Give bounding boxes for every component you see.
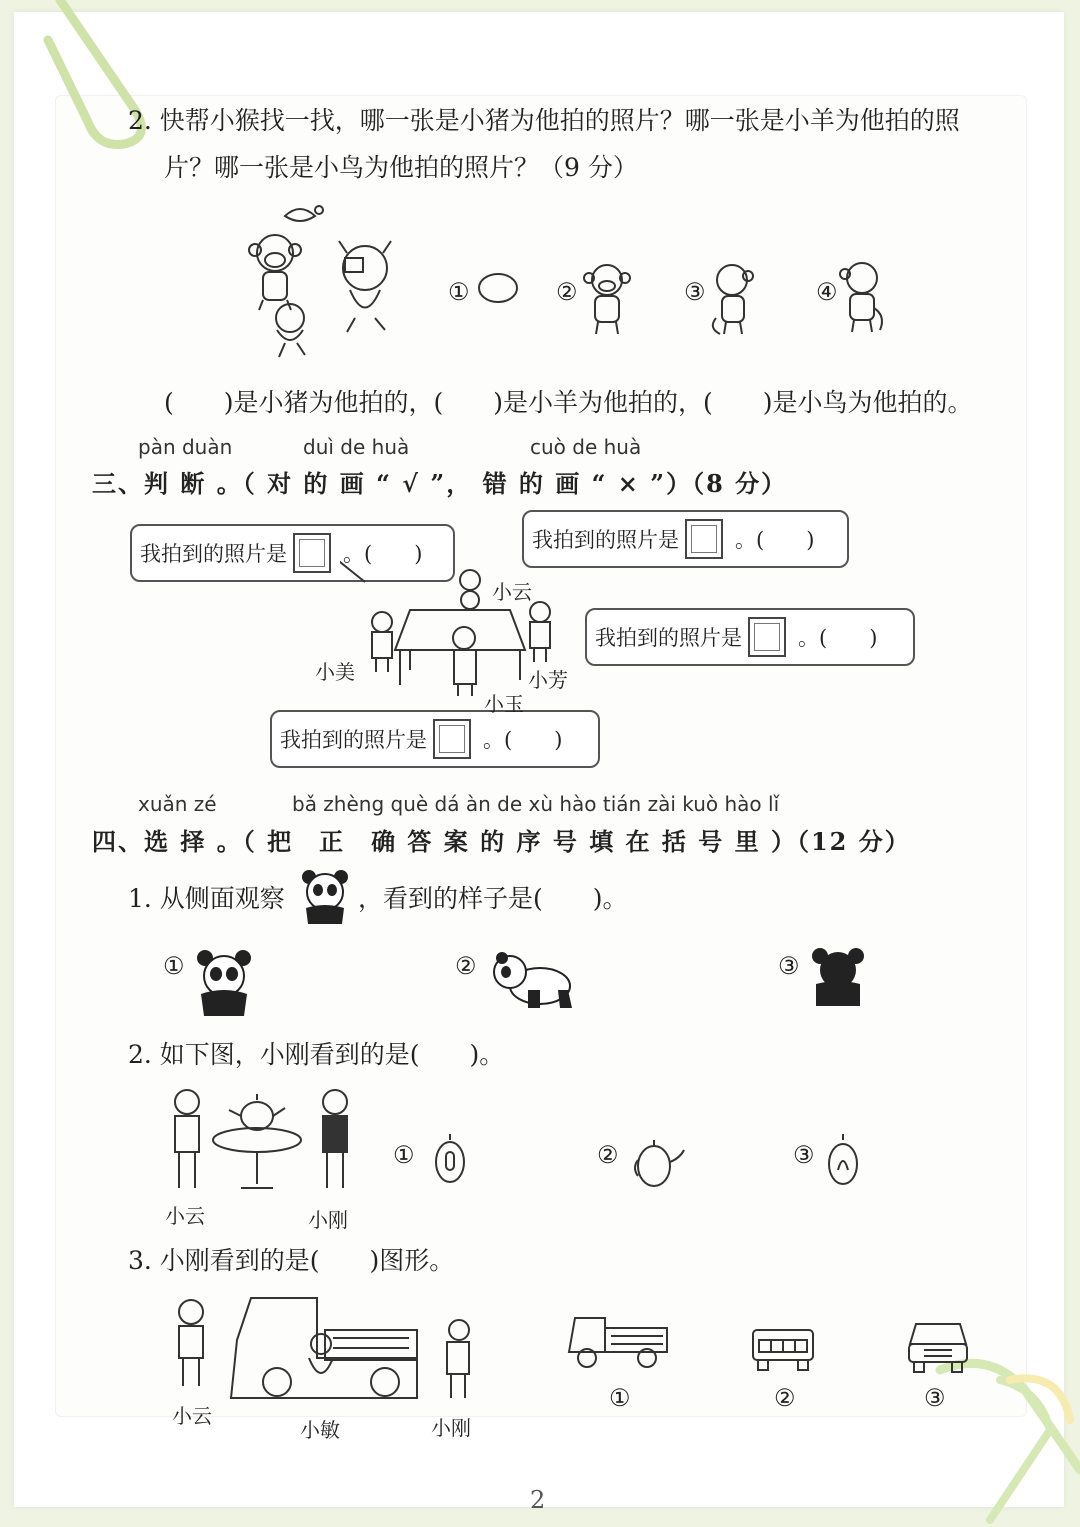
q2-name-label-xiaoyun: 小云 [165,1204,205,1228]
s4-q1-option-1-label: ① [163,952,185,980]
bubble-text: 我拍到的照片是 [595,626,742,650]
s4-q2-option-1-label: ① [393,1141,415,1169]
s3-heading: 三、判 断 。（ 对 的 画 “ √ ”， 错 的 画 “ × ”）（8 分） [92,469,788,498]
truck-back-view-icon [750,1322,816,1374]
s4-q3-text: 3. 小刚看到的是( )图形。 [128,1246,455,1275]
monkey-side-view-icon [706,260,760,338]
q2-option-3-label: ③ [684,278,706,306]
q3-name-label-xiaomin: 小敏 [300,1418,340,1442]
s4-q2-option-2-label: ② [597,1141,619,1169]
name-label-xiaomei: 小美 [315,660,355,684]
page-number: 2 [530,1486,546,1514]
q3-name-label-xiaogang: 小刚 [431,1416,471,1440]
teapot-on-table-scene [165,1088,365,1198]
panda-front-view-icon [195,948,253,1018]
panda-side-view-icon [488,950,576,1010]
speech-bubble-xiaoyu [270,710,600,768]
s4-heading: 四、选 择 。（ 把 正 确 答 案 的 序 号 填 在 括 号 里 ）（12 分） [92,827,911,856]
q2-option-4-label: ④ [816,278,838,306]
photo-frame-icon [748,617,786,657]
teapot-side-view-icon [632,1136,686,1192]
s4-q2-option-3-label: ③ [793,1141,815,1169]
teapot-front-view-icon [433,1132,467,1186]
s4-q3-option-3-label: ③ [924,1384,946,1412]
s4-q2-text: 2. 如下图，小刚看到的是( )。 [128,1040,505,1069]
photo-frame-icon [433,719,471,759]
bubble-answer-blank: 。( ) [483,728,563,752]
s3-pinyin-2: duì de huà [303,435,410,459]
truck-with-children-scene [165,1290,475,1410]
s4-pinyin-1: xuǎn zé [138,792,217,816]
name-label-xiaoyu: 小玉 [484,692,524,716]
truck-side-view-icon [565,1310,670,1372]
panda-back-view-icon [810,946,866,1008]
bubble-text: 我拍到的照片是 [140,542,287,566]
s3-pinyin-3: cuò de huà [530,435,642,459]
bird-view-photo-icon [476,270,520,306]
monkey-front-view-icon [580,260,634,338]
name-label-xiaofang: 小芳 [528,668,568,692]
s3-pinyin-1: pàn duàn [138,435,233,459]
s4-q3-option-1-label: ① [609,1384,631,1412]
q2-name-label-xiaogang: 小刚 [308,1208,348,1232]
bubble-text: 我拍到的照片是 [532,528,679,552]
s4-q1-text-b: ，看到的样子是( )。 [358,884,628,913]
teapot-back-view-icon [826,1132,860,1188]
q3-name-label-xiaoyun: 小云 [172,1404,212,1428]
q2-option-1-label: ① [448,278,470,306]
s4-pinyin-2: bǎ zhèng què dá àn de xù hào tián zài kuò hào lǐ [292,792,780,816]
q2-text-line1: 2. 快帮小猴找一找，哪一张是小猪为他拍的照片？哪一张是小羊为他拍的照 [128,106,960,135]
q2-text-line2: 片？哪一张是小鸟为他拍的照片？（9 分） [164,153,638,182]
q2-option-2-label: ② [556,278,578,306]
photo-frame-icon [685,519,723,559]
bubble-answer-blank: 。( ) [343,542,423,566]
q2-answer-line: ( )是小猪为他拍的，( )是小羊为他拍的，( )是小鸟为他拍的。 [164,388,973,417]
photo-frame-icon [293,533,331,573]
panda-icon [300,868,350,926]
truck-front-view-icon [906,1318,970,1374]
s4-q3-option-2-label: ② [774,1384,796,1412]
bubble-text: 我拍到的照片是 [280,728,427,752]
s4-q1-option-3-label: ③ [778,952,800,980]
monkey-turned-view-icon [836,258,890,338]
bubble-answer-blank: 。( ) [798,626,878,650]
name-label-xiaoyun: 小云 [492,580,532,604]
speech-bubble-xiaofang [585,608,915,666]
monkey-pig-bird-scene [245,198,425,368]
bubble-answer-blank: 。( ) [735,528,815,552]
s4-q1-text-a: 1. 从侧面观察 [128,884,285,913]
s4-q1-option-2-label: ② [455,952,477,980]
